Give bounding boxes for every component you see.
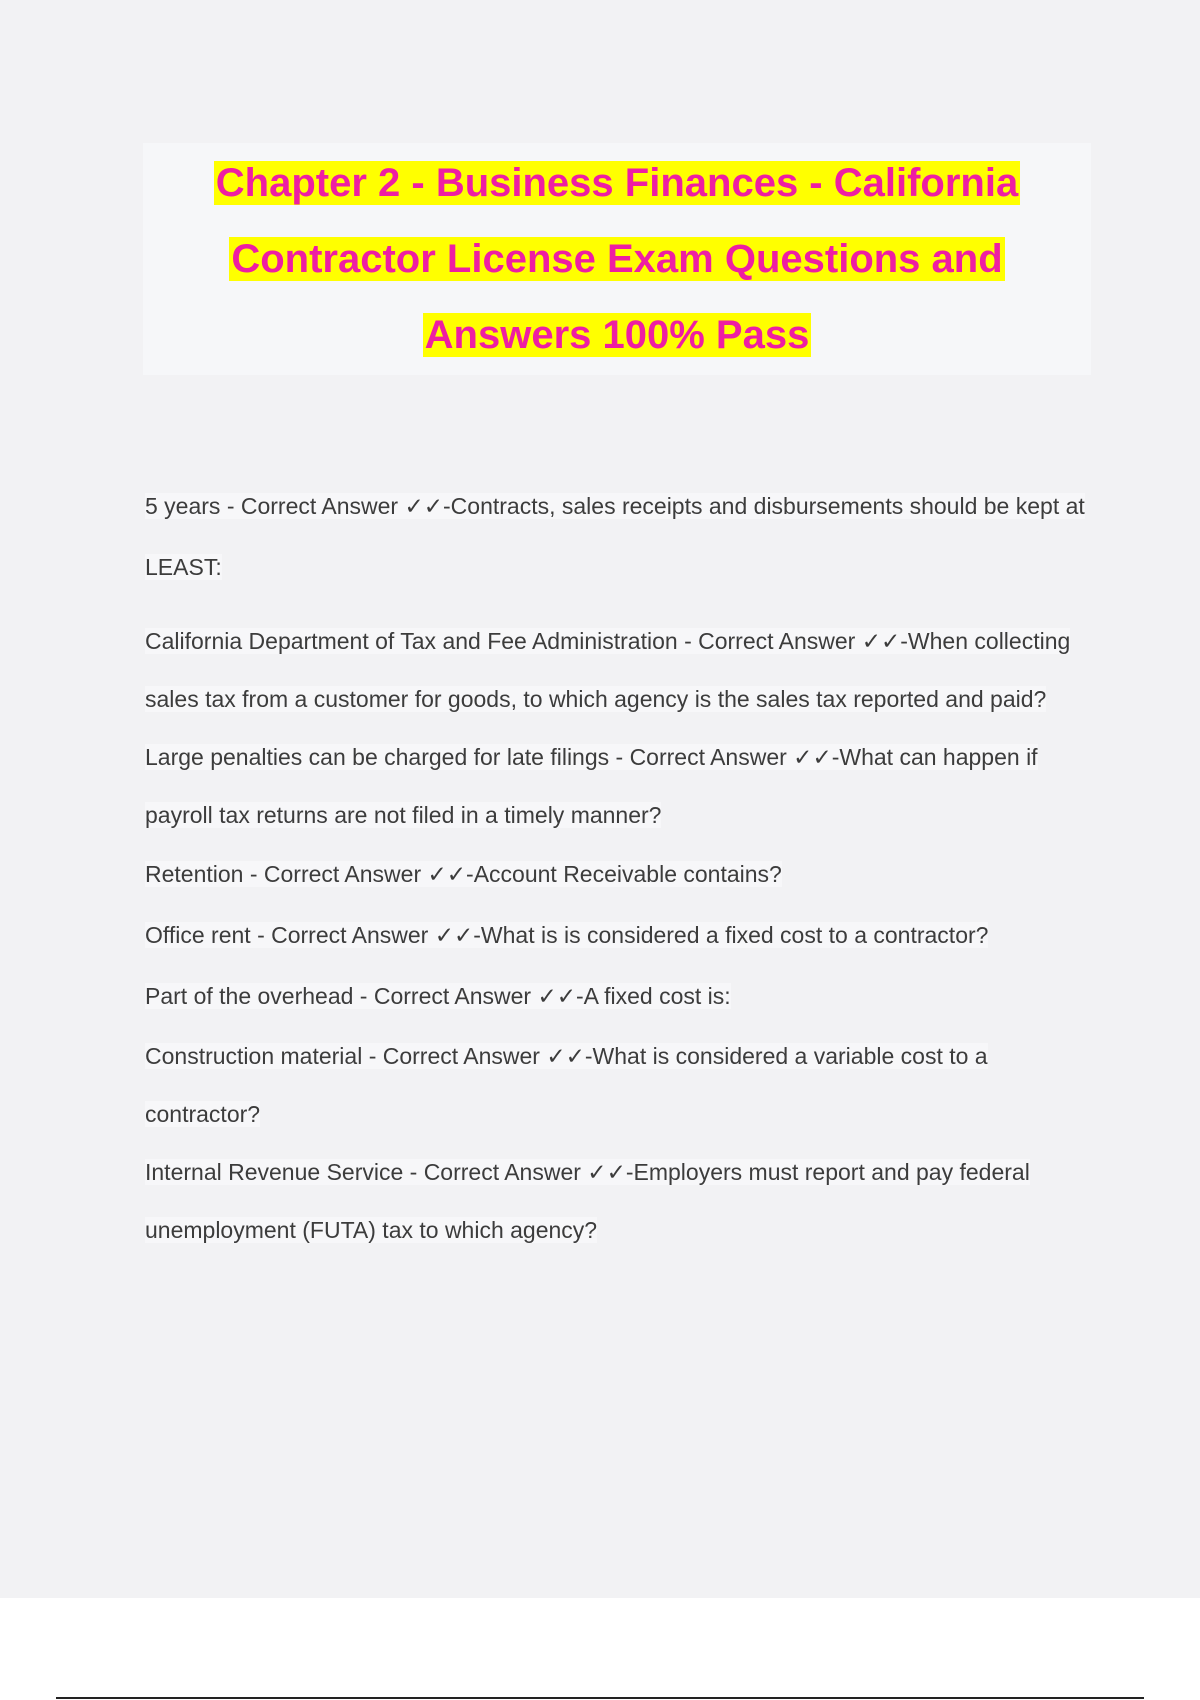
qa-item: California Department of Tax and Fee Administration - Correct Answer ✓✓-When collecting sales tax from a customer for goods, to which agency is the sales tax reported and paid? (145, 628, 1071, 712)
qa-item: Retention - Correct Answer ✓✓-Account Receivable contains? (145, 861, 782, 887)
qa-item: 5 years - Correct Answer ✓✓-Contracts, sales receipts and disbursements should be kept at LEAST: (145, 493, 1085, 580)
title-line-2: Contractor License Exam Questions and (231, 237, 1003, 281)
qa-item: Internal Revenue Service - Correct Answer ✓✓-Employers must report and pay federal unemployment (FUTA) tax to which agency? (145, 1159, 1030, 1243)
qa-item: Construction material - Correct Answer ✓✓-What is considered a variable cost to a contractor? (145, 1043, 988, 1127)
title-block (143, 143, 1091, 375)
title-line-3: Answers 100% Pass (424, 313, 810, 357)
qa-list (145, 476, 1095, 1259)
footer-divider (56, 1697, 1144, 1699)
document-title (143, 145, 1091, 373)
qa-item: Office rent - Correct Answer ✓✓-What is is considered a fixed cost to a contractor? (145, 922, 989, 948)
qa-item: Large penalties can be charged for late filings - Correct Answer ✓✓-What can happen if payroll tax returns are not filed in a timely manner? (145, 744, 1038, 828)
title-line-1: Chapter 2 - Business Finances - California (215, 161, 1019, 205)
qa-item: Part of the overhead - Correct Answer ✓✓-A fixed cost is: (145, 983, 731, 1009)
